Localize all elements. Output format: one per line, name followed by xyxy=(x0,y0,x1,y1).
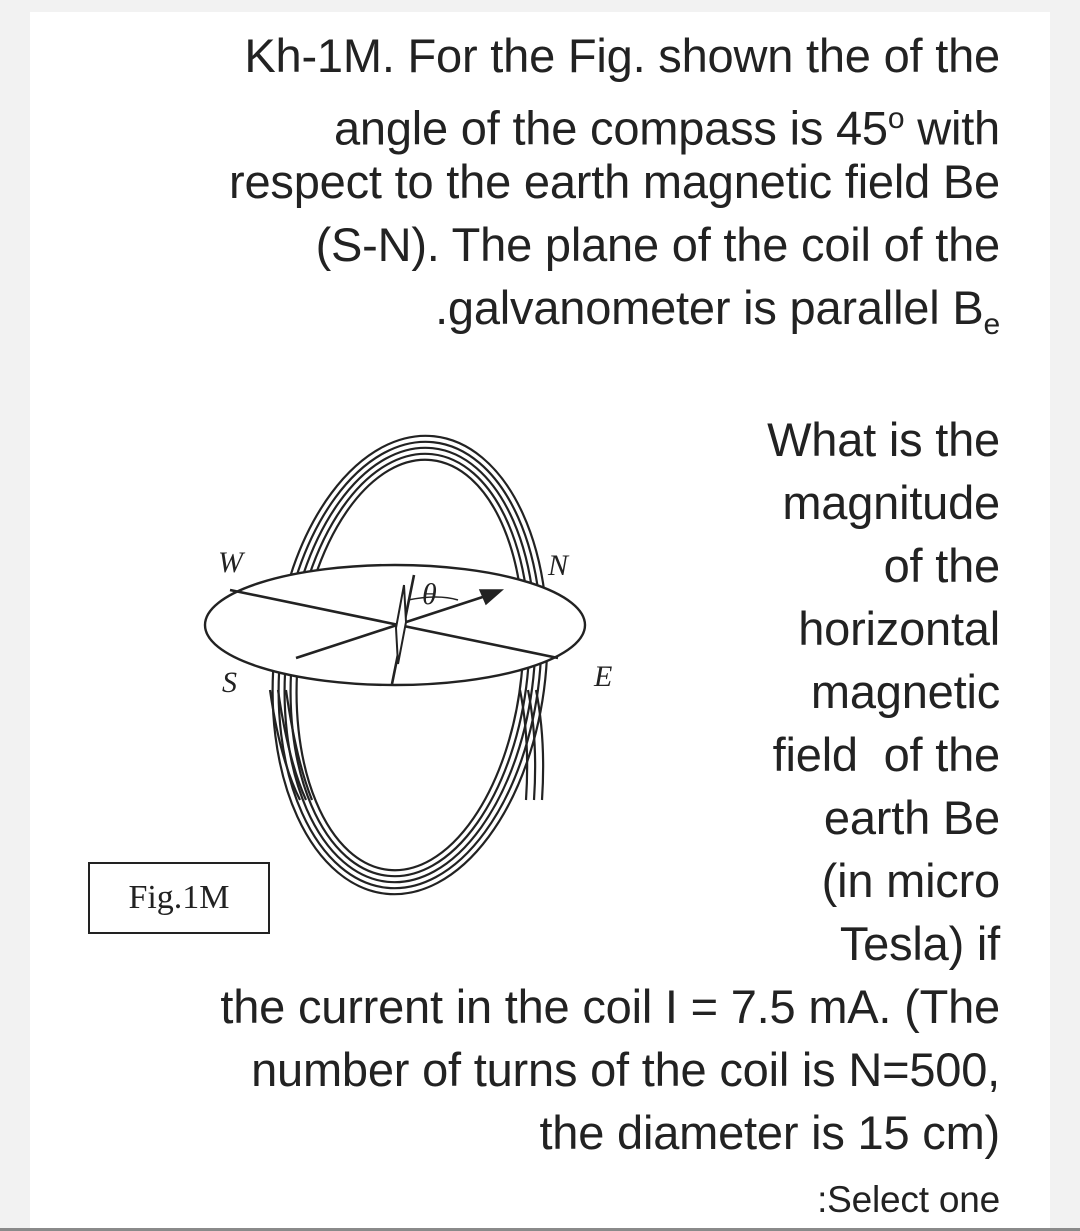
side-line-3: of the xyxy=(883,539,1000,592)
question-line-1: Kh-1M. For the Fig. shown the of the xyxy=(244,29,1000,82)
question-line-b1: the current in the coil I = 7.5 mA. (The xyxy=(220,980,1000,1033)
question-line-2-text: angle of the compass is 45 xyxy=(333,101,888,155)
question-line-b2: number of turns of the coil is N=500, xyxy=(251,1043,1000,1096)
side-line-4: horizontal xyxy=(798,602,1000,655)
side-line-7: earth Be xyxy=(823,791,1000,844)
side-line-8: (in micro xyxy=(821,854,1000,907)
label-e: E xyxy=(594,660,613,693)
label-n: N xyxy=(548,549,569,582)
coil-front-arcs xyxy=(270,690,543,800)
figure-caption: Fig.1M xyxy=(88,862,270,934)
select-one-prompt: :Select one xyxy=(817,1179,1000,1220)
side-line-2: magnitude xyxy=(782,476,1000,529)
side-line-5: magnetic xyxy=(810,665,1000,718)
label-w: W xyxy=(218,546,243,579)
side-line-6: field of the xyxy=(772,728,1000,781)
subscript-e: e xyxy=(983,308,1000,341)
label-s: S xyxy=(222,666,237,699)
question-line-3: respect to the earth magnetic field Be xyxy=(229,155,1000,208)
question-line-b3: the diameter is 15 cm) xyxy=(539,1106,1000,1159)
theta-label: θ xyxy=(422,578,437,611)
degree-symbol: o xyxy=(887,102,905,135)
question-line-4: (S-N). The plane of the coil of the xyxy=(315,218,1000,271)
side-line-9: Tesla) if xyxy=(839,917,1000,970)
question-line-5-text: .galvanometer is parallel B xyxy=(435,281,984,334)
side-line-1: What is the xyxy=(767,413,1000,466)
question-line-2-end: with xyxy=(904,101,1000,155)
